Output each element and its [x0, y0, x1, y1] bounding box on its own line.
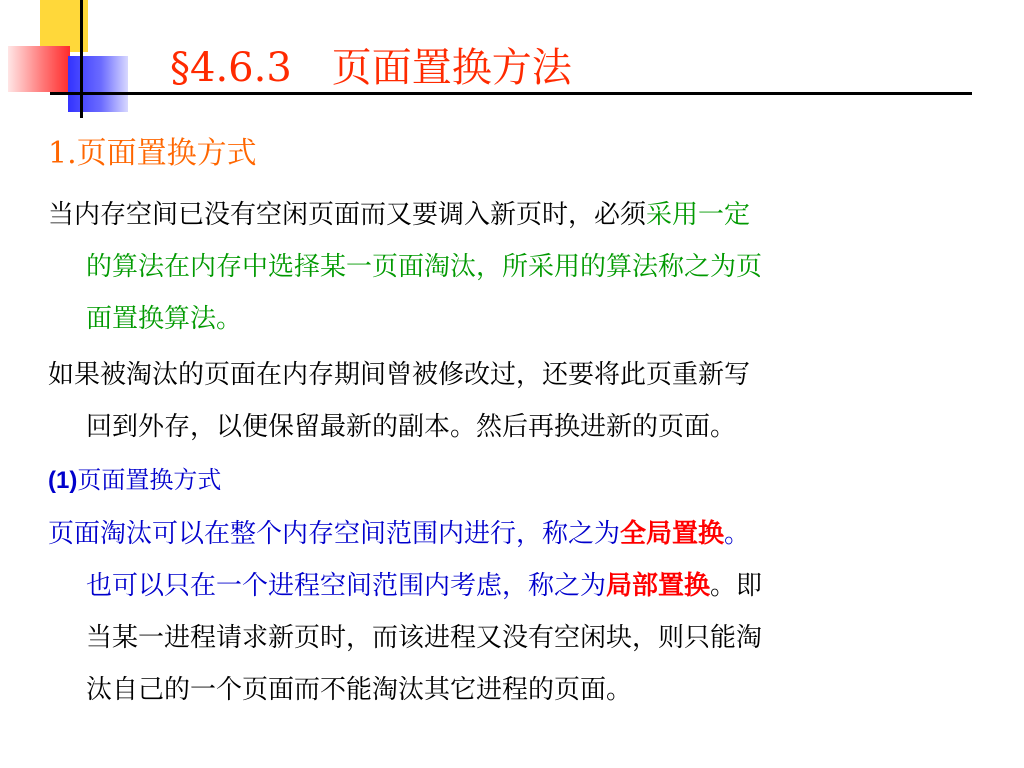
paragraph-line: 汰自己的一个页面而不能淘汰其它进程的页面。: [86, 675, 633, 705]
term-local-replacement: 局部置换: [606, 571, 711, 601]
subsection-number: (1): [48, 467, 78, 494]
paragraph-line: [48, 560, 988, 612]
paragraph-line: 面置换算法。: [86, 304, 243, 334]
term-global-replacement: 全局置换: [620, 519, 725, 549]
text-span: 。: [724, 519, 751, 549]
slide-title: §4.6.3 页面置换方法: [170, 45, 572, 91]
paragraph-line: [48, 508, 988, 560]
section-heading: 1.页面置换方式: [48, 136, 257, 171]
paragraph-line: 当某一进程请求新页时，而该进程又没有空闲块，则只能淘: [86, 623, 763, 653]
paragraph-line: [48, 189, 988, 241]
paragraph-line: 如果被淘汰的页面在内存期间曾被修改过，还要将此页重新写: [48, 360, 751, 390]
highlight-green-text: 采用一定: [646, 200, 751, 230]
text-span: 。即: [710, 571, 763, 601]
paragraph-definition: [48, 189, 988, 345]
text-span: 当内存空间已没有空闲页面而又要调入新页时，必须: [48, 200, 647, 230]
paragraph-line: 回到外存，以便保留最新的副本。然后再换进新的页面。: [86, 412, 737, 442]
title-underline: [50, 92, 972, 95]
subsection-title: 页面置换方式: [77, 466, 222, 494]
text-span: 页面淘汰可以在整个内存空间范围内进行，称之为: [48, 519, 621, 549]
paragraph-replacement-scope: [48, 508, 988, 716]
decor-blue-square: [68, 56, 128, 112]
paragraph-writeback: [48, 349, 988, 453]
decor-vertical-line: [80, 0, 83, 118]
text-span: 也可以只在一个进程空间范围内考虑，称之为: [86, 571, 607, 601]
subsection-heading: [48, 454, 221, 507]
paragraph-line: 的算法在内存中选择某一页面淘汰，所采用的算法称之为页: [86, 252, 763, 282]
decor-red-square: [8, 46, 70, 92]
